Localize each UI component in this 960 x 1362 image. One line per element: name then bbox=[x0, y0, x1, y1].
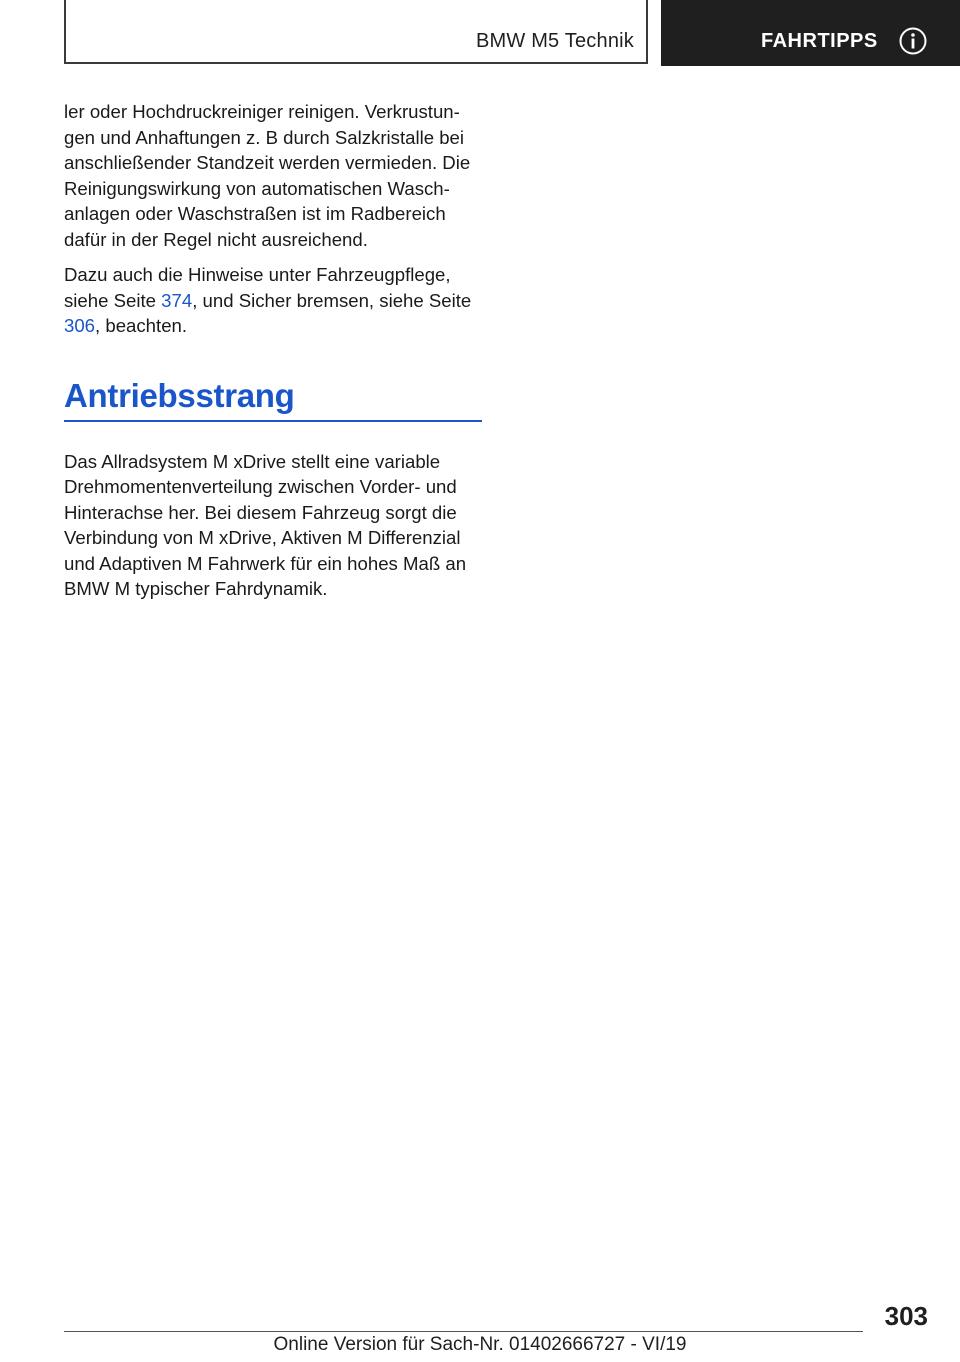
paragraph-drivetrain: Das Allradsystem M xDrive stellt eine variable Drehmomentenverteilung zwischen Vorder- und Hinterachse her. Bei diesem Fahrzeug sorgt die Verbindung von M xDrive, Aktiven M Differenzial und Adaptiven M Fahrwerk für ein hohes Maß an BMW M typischer Fahrdynamik. bbox=[64, 450, 467, 599]
page-link-374[interactable]: 374 bbox=[161, 289, 193, 311]
header-title-box bbox=[64, 0, 648, 64]
heading-underline bbox=[64, 420, 482, 422]
header-title: BMW M5 Technik bbox=[475, 30, 634, 52]
page-link-306[interactable]: 306 bbox=[64, 315, 96, 336]
reference-text-3: , beachten. bbox=[95, 315, 188, 336]
footer-divider bbox=[64, 1331, 863, 1332]
section-tab bbox=[661, 0, 960, 66]
footer-version-text: Online Version für Sach-Nr. 01402666727 - VI/19 bbox=[273, 1334, 687, 1355]
reference-text-2: , und Sicher bremsen, siehe Seite bbox=[192, 289, 472, 311]
section-label: FAHRTIPPS bbox=[761, 30, 878, 52]
paragraph-references bbox=[64, 262, 482, 339]
main-content bbox=[64, 99, 482, 612]
page-number: 303 bbox=[884, 1301, 928, 1331]
paragraph-cleaning: ler oder Hochdruckreiniger reinigen. Verkrustun-gen und Anhaftungen z. B durch Salzkristalle bei anschließender Standzeit werden vermieden. Die Reinigungswirkung von automatischen Wasch-anlagen oder Waschstraßen ist im Radbereich dafür in der Regel nicht ausreichend. bbox=[64, 101, 471, 250]
section-heading: Antriebsstrang bbox=[64, 376, 295, 414]
info-icon bbox=[898, 26, 928, 56]
reference-text-1: Dazu auch die Hinweise unter Fahrzeugpflege, siehe Seite bbox=[64, 264, 451, 311]
